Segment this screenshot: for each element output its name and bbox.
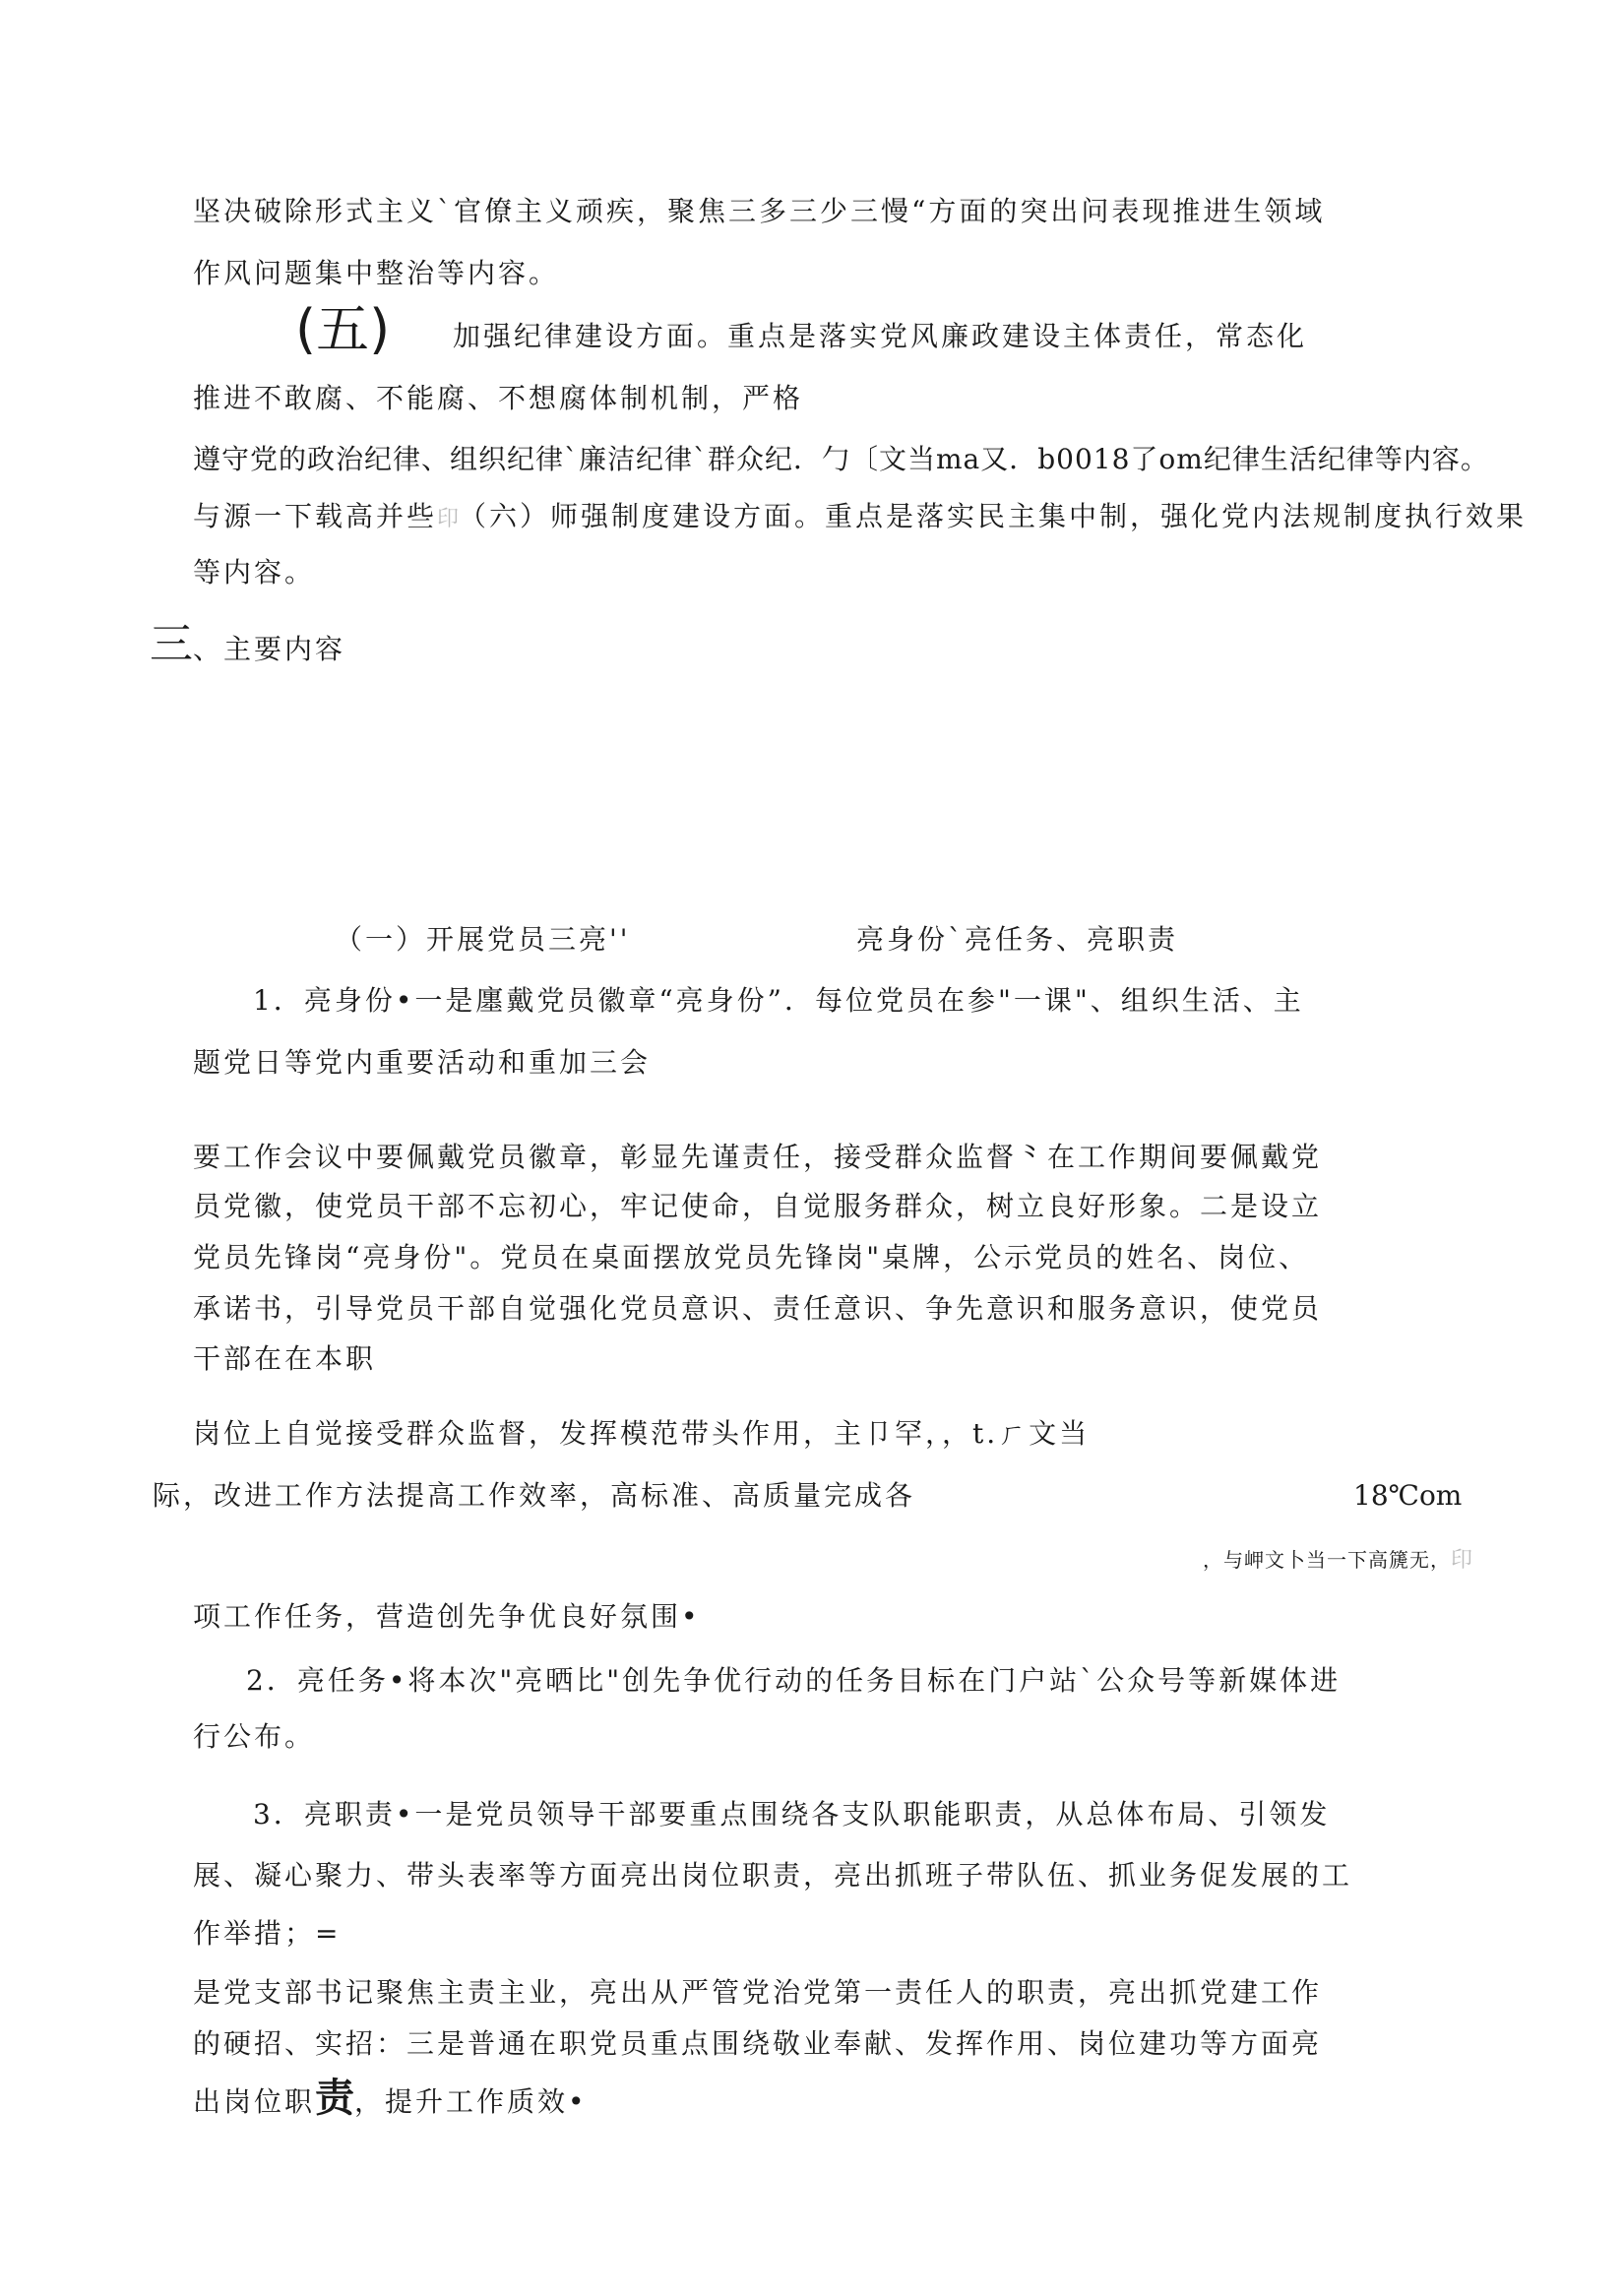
text-line: 题党日等党内重要活动和重加三会: [193, 1046, 652, 1079]
text-line: 等内容。: [193, 556, 316, 589]
section-heading-text: 、主要内容: [193, 633, 346, 665]
subheading-continuation: 亮身份`亮任务、亮职责: [856, 923, 1179, 956]
text-line: [193, 497, 1527, 539]
text-line: 项工作任务，营造创先争优良好氛围•: [193, 1600, 701, 1633]
text-line: 承诺书，引导党员干部自觉强化党员意识、责任意识、争先意识和服务意识，使党员: [193, 1292, 1323, 1325]
text-line: 干部在在本职: [193, 1342, 377, 1375]
text-line: 作举措；=: [193, 1917, 342, 1950]
stamp-mark: 印: [1451, 1548, 1473, 1573]
text-line: 际，改进工作方法提高工作效率，高标准、高质量完成各: [153, 1479, 916, 1512]
text-line: 坚决破除形式主义`官僚主义顽疾，聚焦三多三少三慢“方面的突出问表现推进生领域: [193, 195, 1326, 227]
text-line: 遵守党的政治纪律、组织纪律`廉洁纪律`群众纪．勹〔文当ma又．b0018了om纪律生活纪律等内容。: [193, 443, 1489, 475]
text-line: 推进不敢腐、不能腐、不想腐体制机制，严格: [193, 382, 804, 414]
stamp-mark: 印: [437, 507, 460, 531]
text-fragment: ，与岬文卜当一下高篪无，: [1203, 1548, 1451, 1572]
text-fragment: （六）师强制度建设方面。重点是落实民主集中制，强化党内法规制度执行效果: [459, 500, 1528, 532]
text-fragment: ，提升工作质效•: [354, 2085, 588, 2118]
emphasized-char: 责: [315, 2076, 355, 2121]
text-fragment: 与源一下载高并些: [193, 500, 438, 532]
text-line: 3．亮职责•一是党员领导干部要重点围绕各支队职能职责，从总体布局、引领发: [253, 1798, 1331, 1831]
text-fragment: 出岗位职: [193, 2085, 316, 2118]
section-number-three: 三: [150, 619, 193, 669]
text-line: 党员先锋岗“亮身份"。党员在桌面摆放党员先锋岗"桌牌，公示党员的姓名、岗位、: [193, 1241, 1310, 1273]
text-line: 员党徽，使党员干部不忘初心，牢记使命，自觉服务群众，树立良好形象。二是设立: [193, 1190, 1323, 1222]
subheading: （一）开展党员三亮'': [335, 923, 631, 956]
section-number-five: (五): [295, 298, 391, 360]
text-line: [193, 2076, 588, 2122]
text-line: 加强纪律建设方面。重点是落实党风廉政建设主体责任，常态化: [453, 320, 1308, 352]
text-line-small: [1203, 1540, 1472, 1581]
text-line: 2．亮任务•将本次"亮晒比"创先争优行动的任务目标在门户站`公众号等新媒体进: [246, 1664, 1342, 1697]
section-heading-three: [150, 620, 345, 669]
text-line: 的硬招、实招：三是普通在职党员重点围绕敬业奉献、发挥作用、岗位建功等方面亮: [193, 2027, 1323, 2060]
text-line: 行公布。: [193, 1720, 316, 1753]
text-line: 要工作会议中要佩戴党员徽章，彰显先谨责任，接受群众监督⺀在工作期间要佩戴党: [193, 1141, 1323, 1173]
text-line: 岗位上自觉接受群众监督，发挥模范带头作用，主卩罕，，t.ㄏ文当: [193, 1417, 1091, 1450]
text-line: 是党支部书记聚焦主责主业，亮出从严管党治党第一责任人的职责，亮出抓党建工作: [193, 1976, 1323, 2009]
text-line: 展、凝心聚力、带头表率等方面亮出岗位职责，亮出抓班子带队伍、抓业务促发展的工: [193, 1859, 1353, 1892]
text-line: 1．亮身份•一是廛戴党员徽章“亮身份”．每位党员在参"一课"、组织生活、主: [253, 984, 1304, 1017]
text-line-right: 18℃om: [1353, 1479, 1463, 1512]
text-line: 作风问题集中整治等内容。: [193, 257, 560, 289]
